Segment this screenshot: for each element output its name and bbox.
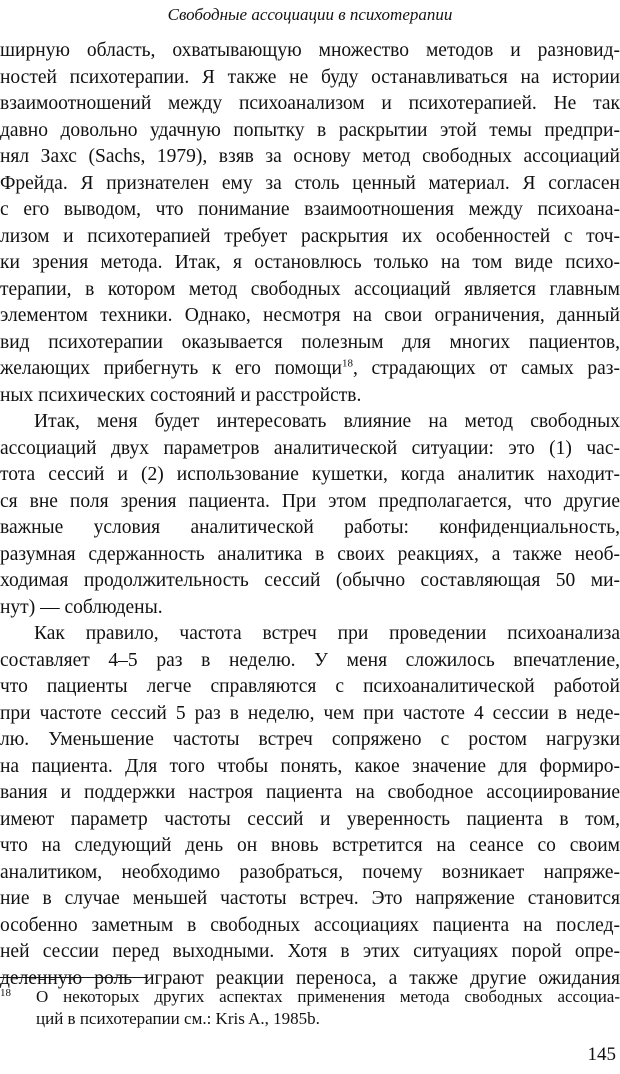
text-line: особенно заметным в свободных ассоциациях пациента на послед-	[0, 914, 620, 936]
text-line: Фрейда. Я признателен ему за столь ценный материал. Я согласен	[0, 172, 620, 194]
footnote-number: 18	[0, 987, 11, 999]
text-segment: желающих прибегнуть к его помощи	[0, 358, 342, 379]
text-line: что на следующий день он вновь встретится на сеансе со своим	[0, 835, 620, 856]
text-line: взаимоотношений между психоанализом и психотерапией. Не так	[0, 93, 620, 114]
text-line: разумная сдержанность аналитика в своих реакциях, а также необ-	[0, 543, 620, 565]
text-line: ся вне поля зрения пациента. При этом предполагается, что другие	[0, 490, 620, 512]
text-line: терапии, в котором метод свободных ассоциаций является главным	[0, 278, 620, 300]
text-line: на пациента. Для того чтобы понять, какое значение для формиро-	[0, 755, 620, 777]
text-line: нял Захс (Sachs, 1979), взяв за основу метод свободных ассоциаций	[0, 146, 620, 167]
text-line: тота сессий и (2) использование кушетки, когда аналитик находит-	[0, 464, 620, 485]
text-line: деленную роль играют реакции переноса, а также другие ожидания	[0, 967, 620, 989]
text-line: важные условия аналитической работы: конфиденциальность,	[0, 517, 620, 538]
text-segment: , страдающих от самых раз-	[352, 358, 620, 379]
text-line: при частоте сессий 5 раз в неделю, чем при частоте 4 сессии в неде-	[0, 702, 620, 724]
text-line-with-footnote-ref	[0, 356, 620, 383]
text-line: ных психических состояний и расстройств.	[0, 384, 362, 406]
running-header: Свободные ассоциации в психотерапии	[167, 5, 453, 24]
text-line: составляет 4–5 раз в неделю. У меня сложилось впечатление,	[0, 649, 620, 671]
text-line: вид психотерапии оказывается полезным для многих пациентов,	[0, 331, 620, 353]
footnote	[0, 986, 620, 1030]
text-line: элементом техники. Однако, несмотря на свои ограничения, данный	[0, 305, 620, 326]
text-line: ней сессии перед выходными. Хотя в этих ситуациях порой опре-	[0, 941, 620, 962]
text-line: нут) — соблюдены.	[0, 596, 163, 618]
page-number: 145	[587, 1044, 616, 1065]
text-line: имеют параметр частоты сессий и уверенность пациента в том,	[0, 808, 620, 830]
text-line: с его выводом, что понимание взаимоотношения между психоана-	[0, 199, 620, 220]
text-line: ностей психотерапии. Я также не буду останавливаться на истории	[0, 66, 620, 88]
paragraph-start-line: Итак, меня будет интересовать влияние на метод свободных	[34, 411, 620, 432]
text-line: ки зрения метода. Итак, я остановлюсь только на том виде психо-	[0, 252, 620, 273]
body-text	[0, 38, 620, 992]
text-line: ходимая продолжительность сессий (обычно составляющая 50 ми-	[0, 570, 620, 591]
footnote-line: ций в психотерапии см.: Kris A., 1985b.	[36, 1009, 320, 1028]
text-line: вания и поддержки настроя пациента на свободное ассоциирование	[0, 782, 620, 803]
text-line: давно довольно удачную попытку в раскрытии этой темы предпри-	[0, 119, 620, 141]
footnote-line: О некоторых других аспектах применения метода свободных ассоциа-	[36, 987, 620, 1006]
text-line: ассоциаций двух параметров аналитической ситуации: это (1) час-	[0, 437, 620, 459]
footnote-reference[interactable]: 18	[341, 357, 353, 370]
text-line: ние в случае меньшей частоты встреч. Это напряжение становится	[0, 888, 620, 909]
text-line: ширную область, охватывающую множество методов и разновид-	[0, 40, 620, 61]
paragraph-start-line: Как правило, частота встреч при проведении психоанализа	[34, 623, 620, 644]
text-line: лизом и психотерапией требует раскрытия их особенностей с точ-	[0, 225, 620, 247]
text-line: лю. Уменьшение частоты встреч сопряжено с ростом нагрузки	[0, 729, 620, 750]
text-line: аналитиком, необходимо разобраться, почему возникает напряже-	[0, 861, 620, 883]
text-line: что пациенты легче справляются с психоаналитической работой	[0, 676, 620, 697]
footnote-divider	[0, 977, 148, 978]
